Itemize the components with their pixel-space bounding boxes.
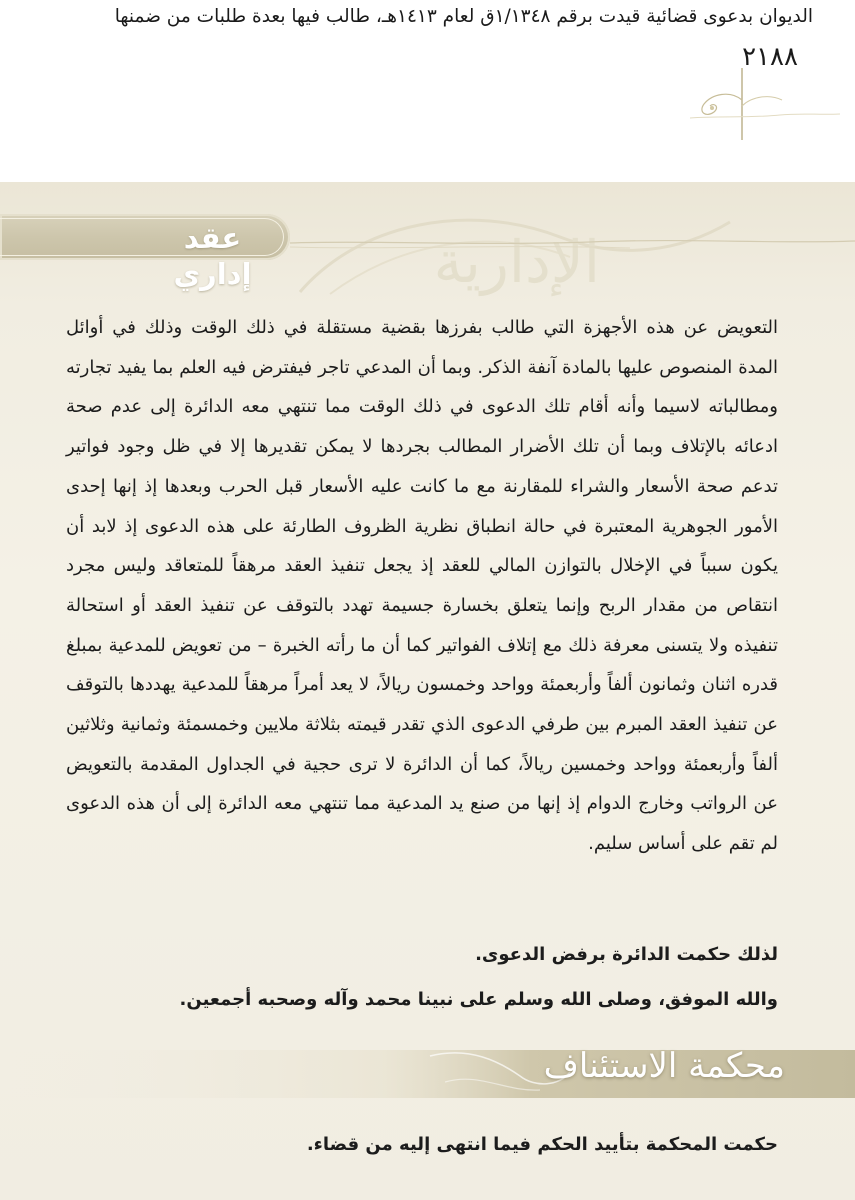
ruling-line: لذلك حكمت الدائرة برفض الدعوى. [475, 944, 778, 965]
section-header [0, 204, 855, 291]
judgment-body [66, 308, 778, 864]
section-watermark: الإدارية [433, 228, 600, 296]
continuation-line: الديوان بدعوى قضائية قيدت برقم ١/١٣٤٨ق لعام ١٤١٣هـ، طالب فيها بعدة طلبات من ضمنها [114, 6, 813, 27]
closing-line: والله الموفق، وصلى الله وسلم على نبينا محمد وآله وصحبه أجمعين. [179, 989, 778, 1010]
header-decoration-icon [290, 210, 855, 266]
appeal-decision: حكمت المحكمة بتأييد الحكم فيما انتهى إليه من قضاء. [306, 1134, 778, 1155]
appeal-title: محكمة الاستئناف [543, 1046, 785, 1086]
page-header-strip [0, 0, 855, 150]
page-number: ٢١٨٨ [742, 42, 798, 72]
page-ornament-icon [690, 60, 840, 150]
page-gap [0, 150, 855, 182]
content-panel [0, 182, 855, 1200]
appeal-section-header [0, 1042, 855, 1106]
section-title: عقد إداري [173, 221, 252, 291]
body-paragraph: التعويض عن هذه الأجهزة التي طالب بفرزها بقضية مستقلة في ذلك الوقت وذلك في أوائل المدة المنصوص عليها بالمادة آنفة الذكر. وبما أن المدعي تاجر فيفترض فيه العلم بما يفيد تجارته ومطالباته لاسيما وأنه أقام تلك الدعوى في ذلك الوقت مما تنتهي معه الدائرة إلى عدم صحة ادعائه بالإتلاف وبما أن تلك الأضرار المطالب بجردها لا يمكن تقديرها إلا في ظل وجود فواتير تدعم صحة الأسعار والشراء للمقارنة مع ما كانت عليه الأسعار قبل الحرب وبعدها إذ إنها إحدى الأمور الجوهرية المعتبرة في حالة انطباق نظرية الظروف الطارئة على هذه الدعوى إذ لابد أن يكون سبباً في الإخلال بالتوازن المالي للعقد إذ يجعل تنفيذ العقد مرهقاً للمتعاقد وليس مجرد انتقاص من مقدار الربح وإنما يتعلق بخسارة جسيمة تهدد بالتوقف عن تنفيذ العقد أو استحالة تنفيذه ولا يتسنى معرفة ذلك مع إتلاف الفواتير كما أن ما رأته الخبرة – من تعويض للمدعية بمبلغ قدره اثنان وثمانون ألفاً وأربعمئة وواحد وخمسون ريالاً، لا يعد أمراً مرهقاً للمدعية يهددها بالتوقف عن تنفيذ العقد المبرم بين طرفي الدعوى الذي تقدر قيمته بثلاثة ملايين وخمسمئة وثمانية وثلاثين ألفاً وأربعمئة وواحد وخمسين ريالاً، كما أن الدائرة لا ترى حجية في الجداول المقدمة بالتعويض عن الرواتب وخارج الدوام إذ إنها من صنع يد المدعية مما تنتهي معه الدائرة إلى أن هذه الدعوى لم تقم على أساس سليم. [66, 317, 778, 855]
